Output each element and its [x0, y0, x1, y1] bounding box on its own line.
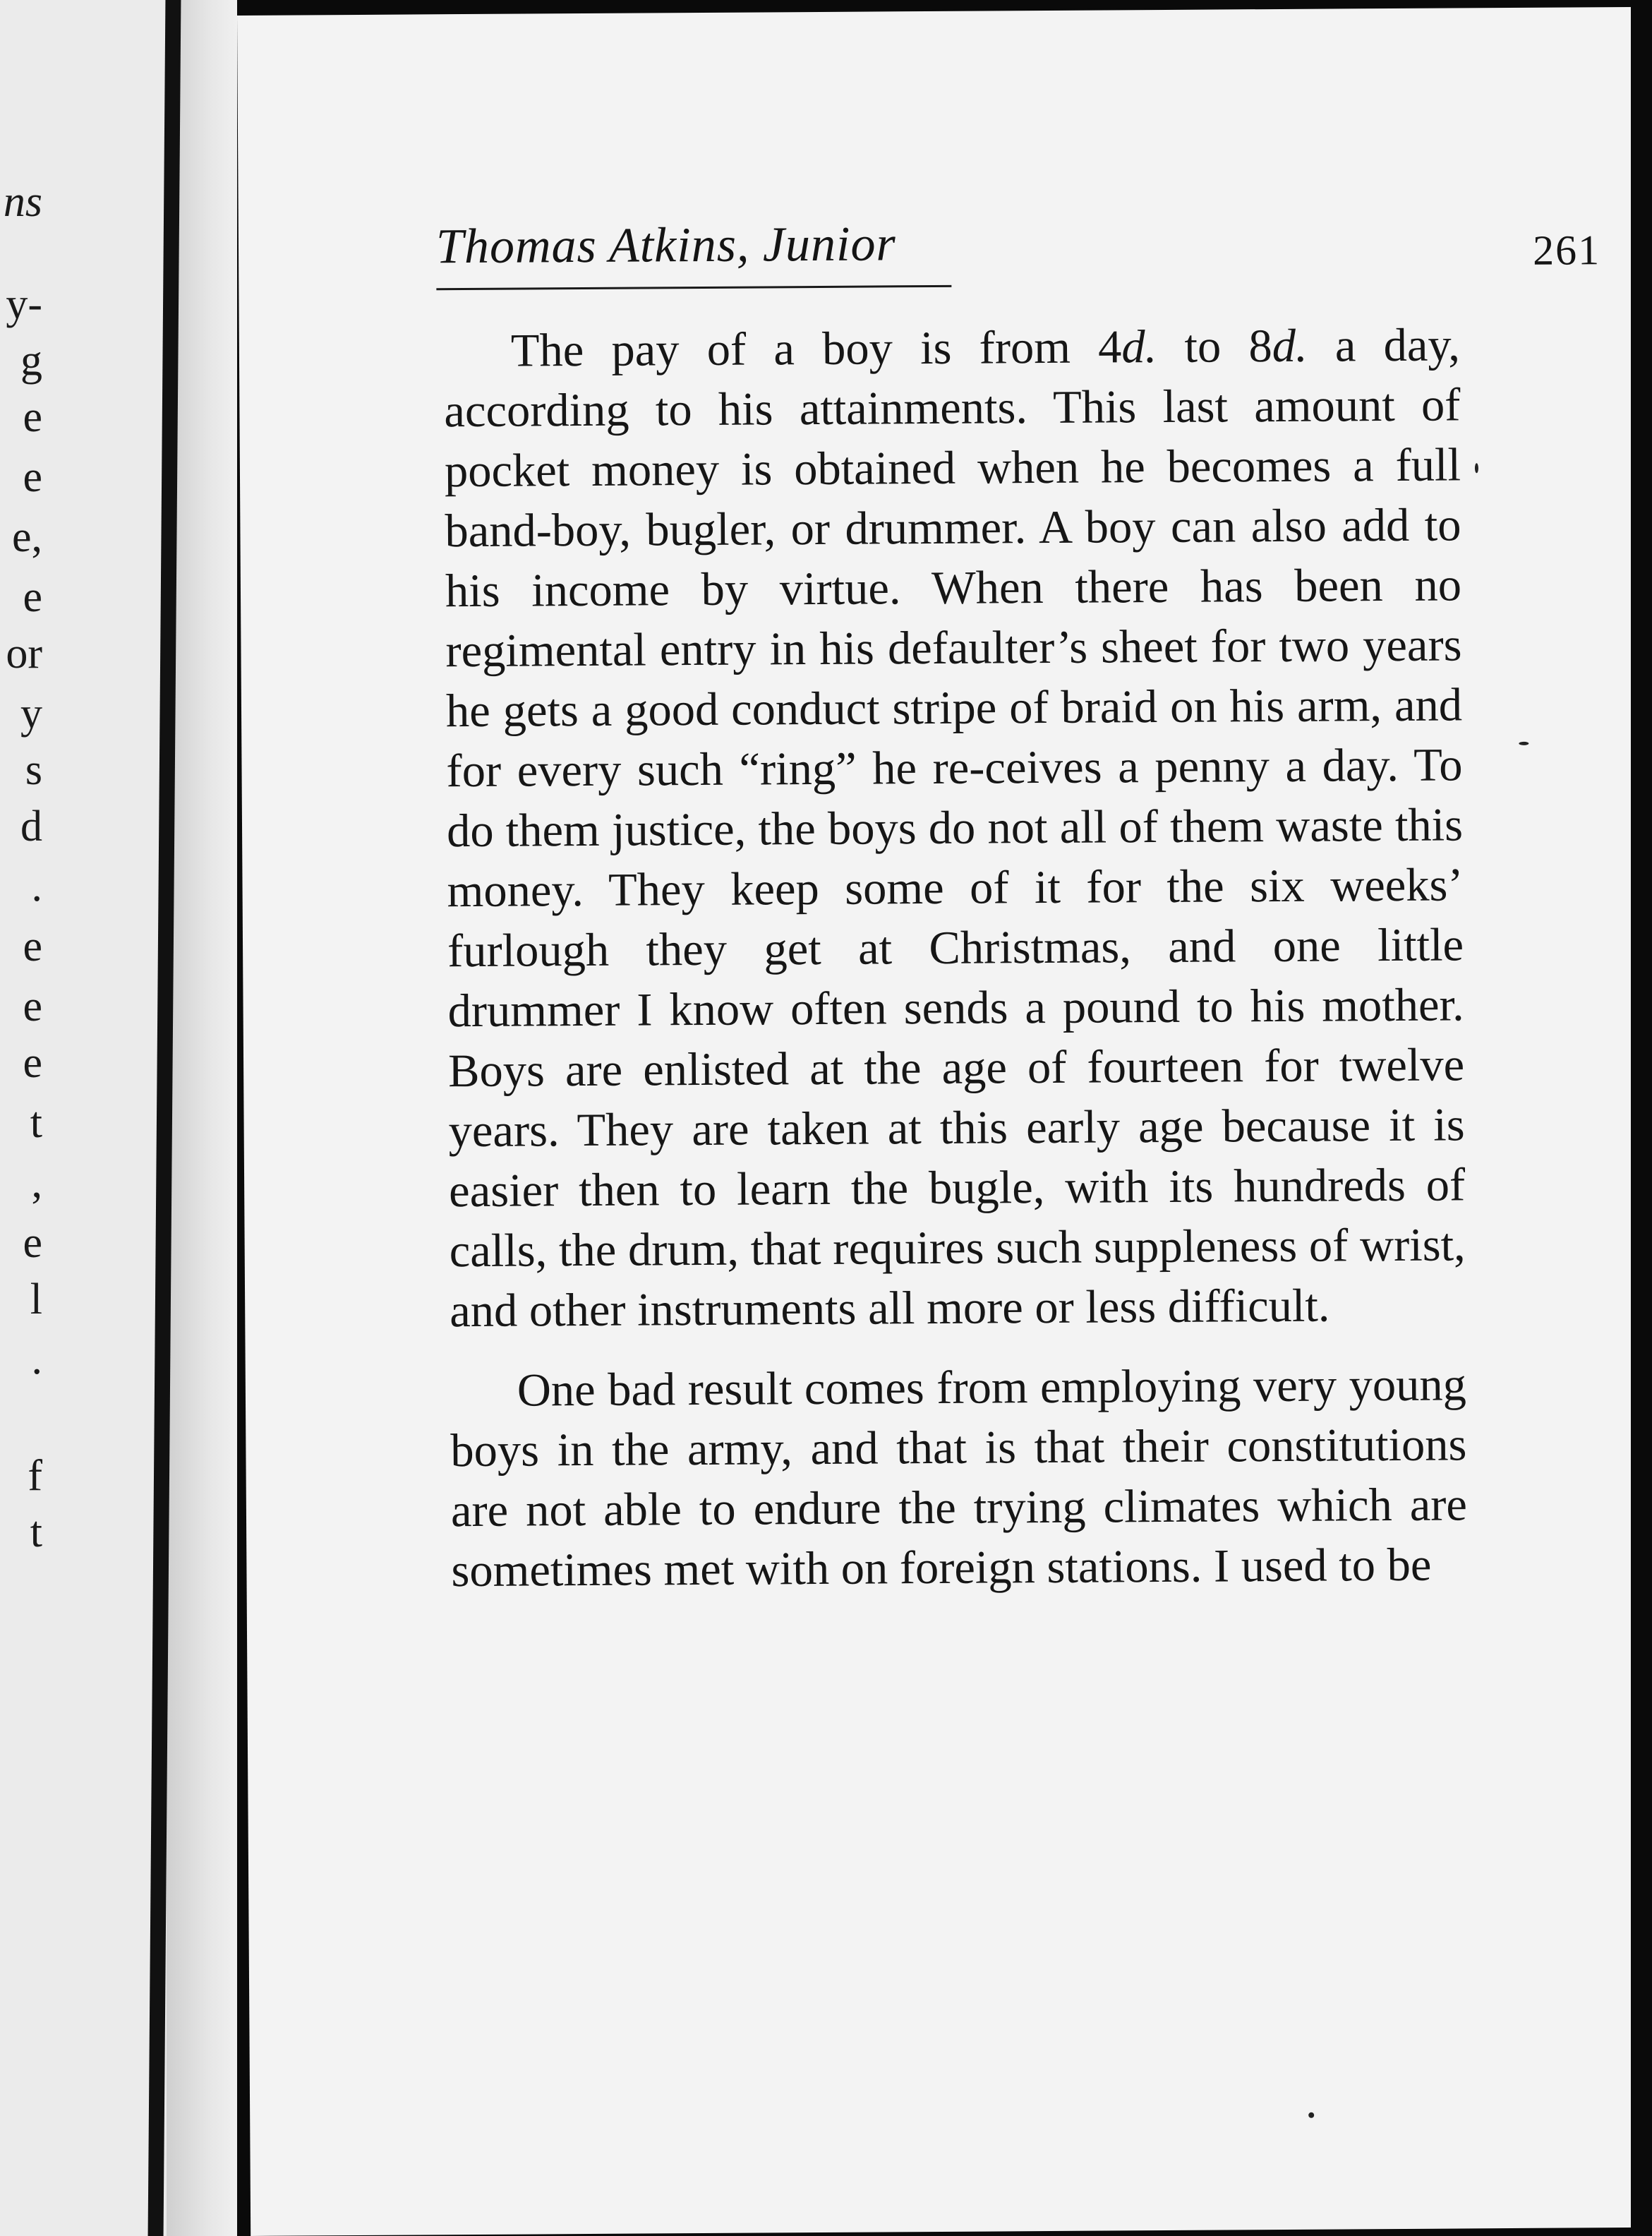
left-page-fragment: l: [30, 1275, 42, 1323]
currency-unit: d.: [1121, 321, 1157, 373]
left-page-fragment: e,: [11, 513, 42, 561]
left-page-fragment: t: [30, 1508, 42, 1556]
running-title: Thomas Atkins, Junior: [435, 217, 896, 275]
title-underline: [436, 285, 951, 290]
left-page-fragment: s: [25, 746, 42, 794]
left-page-fragment: e: [23, 573, 42, 621]
left-page-fragment: y: [20, 690, 42, 738]
left-page-fragment: e: [23, 453, 42, 501]
left-page-fragment: f: [28, 1452, 42, 1500]
currency-unit: d.: [1272, 320, 1308, 373]
ink-speck: [1519, 742, 1529, 745]
paragraph: The pay of a boy is from 4d. to 8d. a day, according to his attainments. This last amount of pocket money is obtained when he becomes a full band-boy, bugler, or drummer. A boy can also add to his income by virtue. When there has been no regimental entry in his defaulter’s sheet for two years he gets a good conduct stripe of braid on his arm, and for every such “ring” he re-ceives a penny a day. To do them justice, the boys do not all of them waste this money. They keep some of it for the six weeks’ furlough they get at Christmas, and one little drummer I know often sends a pound to his mother. Boys are enlisted at the age of fourteen for twelve years. They are taken at this early age because it is easier then to learn the bugle, with its hundreds of calls, the drum, that requires such suppleness of wrist, and other instruments all more or less difficult.: [444, 319, 1466, 1338]
paragraph: One bad result comes from employing very young boys in the army, and that is that their constitutions are not able to endure the trying climates which are sometimes met with on foreign stations. I used to be: [450, 1359, 1468, 1597]
left-page-fragment: .: [31, 1335, 42, 1383]
left-page-fragment: ,: [31, 1159, 42, 1207]
left-page-fragment: d: [20, 803, 42, 850]
left-page-fragment: g: [20, 337, 42, 385]
ink-speck: [1308, 2112, 1314, 2118]
ink-speck: [1475, 463, 1478, 473]
left-page-fragment: ns: [3, 178, 42, 226]
left-page-fragment: e: [23, 922, 42, 970]
left-page-fragment: y-: [6, 280, 42, 328]
left-page-fragment: e: [23, 982, 42, 1030]
page-header: [436, 212, 1636, 296]
left-page-fragment: t: [30, 1099, 42, 1147]
left-page-fragment: .: [31, 862, 42, 910]
left-facing-page: [0, 0, 167, 2236]
body-text: [444, 315, 1468, 1601]
left-page-fragment: e: [23, 1039, 42, 1087]
left-page-fragment: e: [23, 1219, 42, 1267]
left-page-fragment: or: [6, 630, 42, 678]
page-number: 261: [1532, 227, 1601, 274]
left-page-fragment: e: [23, 393, 42, 441]
scan-border: [1631, 0, 1652, 2236]
book-page: [237, 7, 1652, 2236]
